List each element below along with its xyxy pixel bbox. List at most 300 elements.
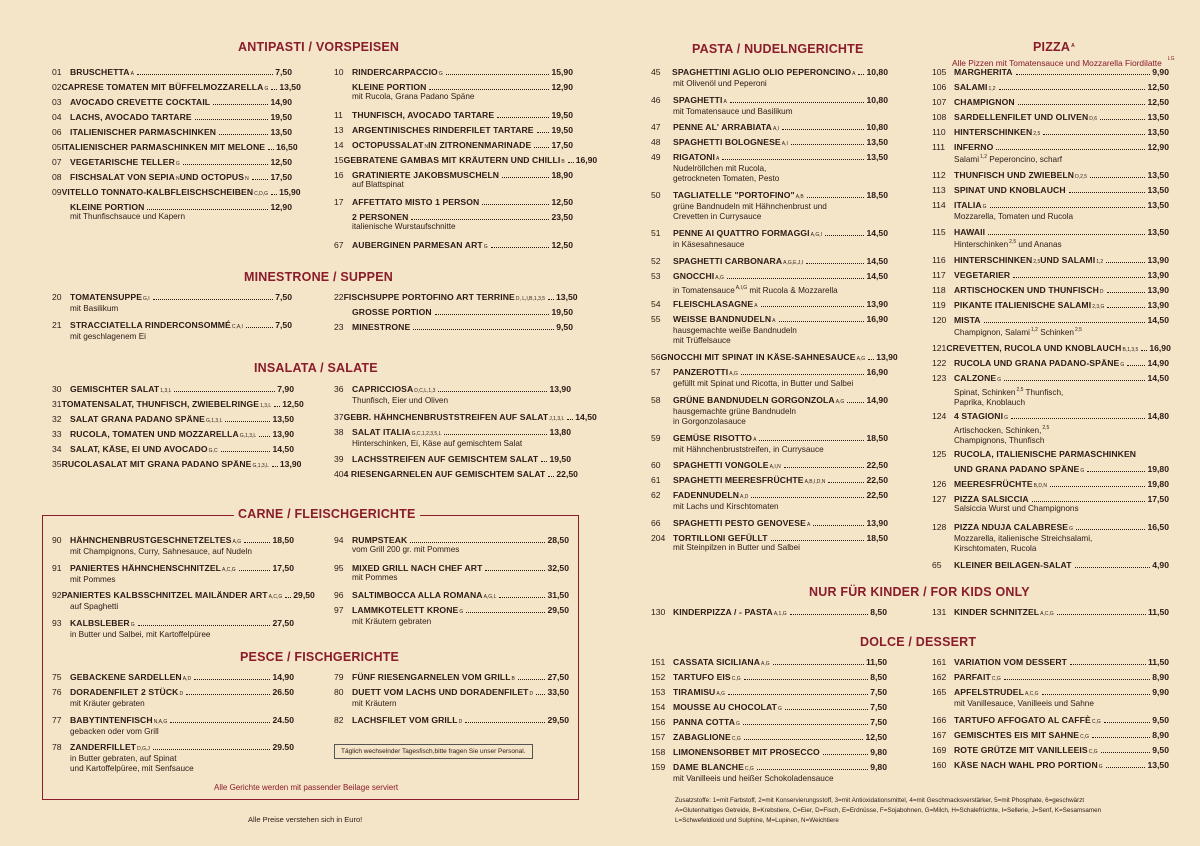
item-number: 120 (932, 315, 947, 326)
item-description-text: italienische Wurstaufschnitte (352, 222, 456, 232)
item-name: VEGETARIER (954, 270, 1011, 281)
item-name: BRUSCHETTA (70, 67, 130, 77)
leader-dots (186, 694, 270, 695)
item-price: 11,50 (1147, 657, 1169, 667)
item-price: 7,50 (870, 717, 887, 727)
menu-item (334, 590, 569, 602)
allergen-codes: A,I (781, 141, 788, 148)
leader-dots (858, 74, 864, 75)
menu-item (52, 590, 315, 612)
allergen-codes: G (459, 609, 464, 616)
item-description-text: in Tomatensauce (673, 286, 735, 296)
item-name: DAME BLANCHE (673, 762, 744, 772)
allergen-codes: B (511, 676, 515, 682)
item-name: TOMATENSUPPE (70, 292, 143, 302)
item-description-text: Mozzarella, italienische Streichsalami, (954, 533, 1093, 543)
item-name: GRÜNE BANDNUDELN GORGONZOLA (673, 394, 835, 405)
item-name: SALAT GRANA PADANO SPÄNE (70, 414, 205, 424)
allergen-codes: D (529, 691, 534, 697)
menu-item (52, 292, 292, 314)
item-name: GNOCCHI MIT SPINAT IN KÄSE-SAHNESAUCE (660, 351, 856, 362)
menu-item (52, 157, 292, 169)
item-number: 10 (334, 67, 344, 77)
item-number: 37 (334, 411, 344, 422)
menu-item-row (651, 67, 888, 79)
menu-item (52, 202, 292, 222)
item-number: 48 (651, 137, 661, 148)
item-price: 13,50 (1147, 759, 1169, 770)
leader-dots (1057, 614, 1146, 615)
allergen-codes: 1,2 (988, 86, 996, 92)
item-number: 34 (52, 444, 62, 454)
item-number: 95 (334, 562, 344, 573)
menu-item (932, 687, 1169, 709)
item-number: 01 (52, 67, 62, 77)
menu-item (651, 533, 888, 553)
menu-item-row (932, 112, 1169, 124)
item-number: 61 (651, 475, 661, 486)
menu-item (52, 384, 294, 396)
item-description (651, 240, 888, 250)
menu-item-row (334, 212, 573, 222)
menu-item (334, 605, 569, 627)
leader-dots (174, 391, 275, 392)
menu-item (932, 672, 1169, 684)
item-price: 11,50 (865, 657, 887, 667)
item-price: 12,90 (1147, 142, 1169, 152)
menu-item-row (651, 702, 887, 714)
menu-item-row (651, 190, 888, 202)
item-number: 57 (651, 366, 661, 377)
item-price: 13,50 (279, 82, 301, 92)
menu-item (651, 475, 888, 487)
leader-dots (999, 89, 1146, 90)
allergen-codes: D (458, 718, 463, 725)
menu-item (334, 240, 573, 252)
allergen-codes: G,1,3,L (252, 463, 269, 469)
allergen-codes: C,G (731, 736, 741, 742)
allergen-codes: 1,3,L (260, 403, 272, 409)
item-number: 82 (334, 714, 344, 725)
menu-item (52, 618, 294, 640)
menu-item-row (932, 200, 1169, 212)
item-description (932, 152, 1169, 165)
item-name: TARTUFO AFFOGATO AL CAFFÈ (954, 714, 1091, 725)
item-name: MIXED GRILL NACH CHEF ART (352, 562, 483, 573)
menu-item-row (52, 82, 301, 94)
item-description-text: auf Blattspinat (352, 179, 404, 189)
item-price: 13,90 (1147, 300, 1169, 311)
item-description (651, 79, 888, 89)
heading-insalata: INSALATA / SALATE (254, 361, 378, 375)
item-description (932, 212, 1169, 222)
item-price: 12,50 (865, 732, 887, 742)
leader-dots (536, 694, 545, 695)
leader-dots (153, 749, 271, 750)
item-price: 23,50 (551, 212, 573, 223)
menu-item-row (334, 154, 598, 167)
item-price: 17,50 (270, 172, 292, 182)
leader-dots (1018, 104, 1146, 105)
item-number: 121 (932, 342, 947, 353)
leader-dots (1011, 418, 1146, 419)
item-number: 16 (334, 169, 344, 180)
allergen-codes: 1,2 (1096, 259, 1104, 266)
leader-dots (548, 476, 554, 477)
item-description (651, 107, 888, 117)
item-price: 11,50 (1147, 607, 1169, 617)
item-name: KINDER SCHNITZEL (954, 607, 1040, 617)
item-name: LIMONENSORBET MIT PROSECCO (673, 747, 820, 757)
menu-item (52, 459, 302, 471)
leader-dots (183, 164, 269, 165)
item-price: 12,90 (551, 82, 573, 92)
menu-item-row (932, 255, 1169, 267)
menu-item-row (334, 110, 573, 120)
item-number: 108 (932, 112, 947, 122)
item-number: 92 (52, 590, 62, 601)
item-name-cont: UND SALAMI (1040, 255, 1096, 266)
item-number: 123 (932, 372, 947, 383)
item-name-cont: IN ZITRONENMARINADE (428, 139, 532, 150)
item-description-text: Salsiccia Wurst und Champignons (954, 503, 1079, 513)
item-price: 13,50 (1147, 227, 1169, 238)
item-price: 9,90 (1152, 67, 1169, 77)
allergen-codes: 2,5 (1009, 239, 1017, 246)
item-price: 13,50 (556, 292, 578, 302)
item-name: LACHS, AVOCADO TARTARE (70, 112, 192, 122)
menu-item-row (932, 760, 1169, 772)
leader-dots (259, 436, 270, 437)
menu-item (52, 172, 292, 184)
item-name: GEBR. HÄHNCHENBRUSTSTREIFEN AUF SALAT (343, 411, 549, 422)
leader-dots (548, 299, 554, 300)
item-price: 29,50 (293, 590, 315, 601)
menu-item-row (651, 533, 888, 543)
menu-item (932, 449, 1169, 459)
item-name: GRATINIERTE JAKOBSMUSCHELN (352, 169, 500, 180)
item-description-text: mit Kräutern gebraten (352, 617, 432, 627)
menu-item-row (334, 197, 573, 207)
allergen-codes: A,C,G (1040, 611, 1054, 617)
item-name: PARFAIT (954, 672, 991, 682)
allergen-codes: 1,3,L (160, 388, 172, 394)
item-number: 156 (651, 717, 666, 727)
menu-item-row (334, 125, 573, 135)
menu-item-row (52, 444, 294, 456)
allergen-codes: A (723, 98, 727, 105)
item-price: 33,50 (547, 687, 569, 697)
leader-dots (825, 235, 864, 236)
menu-item-row (932, 560, 1169, 570)
menu-item-row (651, 95, 888, 107)
allergen-codes: A,G (716, 691, 725, 697)
leader-dots (1106, 767, 1146, 768)
item-name: MINESTRONE (352, 322, 411, 332)
leader-dots (988, 234, 1145, 235)
menu-item (932, 300, 1169, 312)
leader-dots (1004, 380, 1145, 381)
item-price: 17,50 (1147, 493, 1169, 504)
menu-item (334, 67, 573, 79)
item-name: RUMPSTEAK (352, 535, 408, 545)
item-name: SPAGHETTI MEERESFRÜCHTE (673, 475, 804, 486)
item-description-text: in Käsesahnesauce (673, 240, 745, 250)
leader-dots (221, 451, 271, 452)
leader-dots (499, 597, 545, 598)
allergen-codes: N (424, 143, 429, 150)
item-number: 31 (52, 399, 62, 409)
menu-item-row (334, 605, 569, 617)
item-number: 38 (334, 426, 344, 437)
allergen-codes: A,D (182, 676, 192, 682)
item-number: 117 (932, 270, 946, 281)
allergen-codes: A (130, 71, 134, 77)
menu-item (932, 82, 1169, 94)
item-description-line2: und Kartoffelpüree, mit Senfsauce (70, 764, 194, 774)
leader-dots (813, 525, 864, 526)
item-description-text: mit Hähnchenbruststreifen, in Currysauce (673, 444, 824, 454)
item-description-text: Spinat, Schinken (954, 387, 1016, 397)
item-number: 46 (651, 94, 661, 105)
menu-item (932, 343, 1169, 355)
item-price: 14,50 (1147, 315, 1169, 326)
allergen-codes: J,1,3,L (549, 415, 565, 422)
item-number: 75 (52, 672, 62, 682)
leader-dots (137, 74, 273, 75)
item-name: ROTE GRÜTZE MIT VANILLEEIS (954, 744, 1088, 755)
item-description (651, 543, 888, 553)
menu-item (651, 747, 887, 757)
item-price: 14,50 (866, 228, 888, 239)
menu-item-row (52, 97, 292, 107)
allergen-codes: 2,3,G (1092, 304, 1105, 311)
menu-item (52, 535, 294, 557)
item-description-text: mit Champignons, Curry, Sahnesauce, auf Nudeln (70, 547, 252, 556)
item-name: FADENNUDELN (673, 490, 740, 501)
allergen-codes: A (716, 156, 720, 163)
item-name: MISTA (954, 315, 981, 326)
item-price: 13,50 (1147, 184, 1169, 195)
allergen-codes: C,G (1088, 748, 1098, 755)
item-description-text: Nudelröllchen mit Rucola, (673, 164, 767, 174)
leader-dots (1069, 192, 1146, 193)
item-name: KLEINE PORTION (70, 202, 145, 212)
zusatz-line-3: L=Schwefeldioxid und Sulphine, M=Lupinen, N=Weichtiere (675, 817, 839, 824)
menu-item-row (651, 607, 887, 619)
item-name: LACHSFILET VOM GRILL (352, 714, 458, 725)
menu-item-row (651, 271, 888, 283)
item-number: 112 (932, 169, 946, 180)
item-price: 26.50 (272, 687, 294, 697)
menu-item-row (52, 292, 292, 304)
item-number: 17 (334, 197, 344, 208)
menu-item (52, 142, 298, 152)
item-description-text: mit Kräutern (352, 699, 397, 708)
menu-item (932, 315, 1169, 338)
item-price: 19,50 (551, 307, 573, 317)
item-name: CAPRESE TOMATEN MIT BÜFFELMOZZARELLA (61, 82, 264, 92)
menu-item (52, 112, 292, 122)
allergen-codes: G (483, 244, 488, 251)
menu-item-row (52, 715, 294, 727)
menu-item (334, 535, 569, 555)
item-name: KLEINER BEILAGEN-SALAT (954, 559, 1072, 570)
item-name: TOMATENSALAT, THUNFISCH, ZWIEBELRINGE (61, 399, 260, 409)
item-number: 90 (52, 535, 62, 545)
leader-dots (410, 542, 545, 543)
menu-item-row (651, 137, 888, 149)
item-price: 28,50 (547, 535, 569, 545)
item-name: PENNE AI QUATTRO FORMAGGI (673, 228, 810, 239)
menu-item (651, 95, 888, 117)
item-price: 15,90 (279, 187, 301, 197)
item-description-text: Hinterschinken (954, 240, 1009, 250)
item-name: VEGETARISCHE TELLER (70, 157, 175, 167)
item-description (651, 445, 888, 455)
item-price: 13,50 (1147, 199, 1169, 210)
allergen-codes: G (1080, 467, 1085, 474)
menu-item-row (651, 367, 888, 379)
item-price: 17,50 (272, 562, 294, 573)
menu-item-row (932, 315, 1169, 325)
item-name: FISCHSUPPE PORTOFINO ART TERRINE (343, 292, 515, 302)
item-number: 162 (932, 672, 947, 682)
item-number: 115 (932, 227, 946, 238)
item-description-text: hausgemachte weiße Bandnudeln (673, 325, 797, 335)
item-name: STRACCIATELLA RINDERCONSOMMÉ (70, 319, 231, 330)
item-price: 13,50 (866, 137, 888, 148)
item-description (52, 547, 294, 557)
menu-item-row (52, 687, 294, 699)
item-price: 13,90 (866, 298, 888, 309)
leader-dots (1070, 664, 1146, 665)
menu-item-row (651, 152, 888, 164)
leader-dots (1106, 262, 1145, 263)
item-number: 126 (932, 478, 947, 489)
menu-item-row (651, 395, 888, 407)
item-number: 39 (334, 454, 344, 465)
leader-dots (491, 247, 550, 248)
item-name: ARTISCHOCKEN UND THUNFISCH (954, 285, 1099, 296)
item-name: GROSSE PORTION (352, 307, 432, 317)
item-name: ZANDERFILLET (70, 742, 137, 753)
item-name: SPAGHETTI BOLOGNESE (673, 137, 781, 148)
heading-kinder: NUR FÜR KINDER / FOR KIDS ONLY (809, 585, 1030, 599)
leader-dots (1016, 74, 1151, 75)
allergen-codes: D, L,I,B,1,3,5 (515, 296, 546, 302)
item-price: 12,50 (551, 240, 573, 251)
item-number: 11 (334, 109, 343, 120)
menu-item-row (52, 384, 294, 396)
leader-dots (779, 321, 865, 322)
leader-dots (1104, 722, 1151, 723)
leader-dots (252, 179, 269, 180)
item-number: 130 (651, 607, 666, 617)
menu-item-row (334, 292, 578, 304)
item-number: 45 (651, 67, 661, 77)
item-price: 14,50 (272, 444, 294, 454)
menu-item (334, 322, 573, 332)
menu-item-row (52, 414, 294, 426)
menu-item (651, 367, 888, 389)
menu-item-row (52, 618, 294, 630)
menu-item-row (651, 228, 888, 240)
item-name: SPINAT UND KNOBLAUCH (954, 184, 1066, 195)
menu-item-row (651, 314, 888, 326)
item-description-text: mit Lachs und Kirschtomaten (673, 502, 779, 512)
allergen-codes: C,G (1091, 718, 1101, 725)
item-name: MEERESFRÜCHTE (954, 478, 1033, 489)
menu-item-row (651, 122, 888, 134)
item-description-line2: in Gorgonzolasauce (673, 416, 746, 426)
allergen-codes: B,1,3,5 (1122, 346, 1139, 353)
leader-dots (751, 497, 864, 498)
item-description (651, 202, 888, 212)
item-description-tail: mit Rucola & Mozzarella (747, 286, 838, 296)
item-name: HINTERSCHINKEN (954, 255, 1033, 266)
item-number: 127 (932, 493, 947, 504)
leader-dots (990, 207, 1146, 208)
item-description (932, 237, 1169, 250)
item-price: 9,50 (1152, 744, 1169, 755)
item-description (651, 379, 888, 389)
item-description-text: mit Olivenöl und Peperoni (673, 79, 767, 88)
allergen-codes: B,D,N (1033, 482, 1047, 489)
item-number: 02 (52, 82, 62, 92)
menu-item (334, 197, 573, 207)
item-name: TIRAMISU (673, 687, 716, 697)
menu-item (932, 522, 1169, 554)
item-name: GEMISCHTES EIS MIT SAHNE (954, 729, 1080, 740)
leader-dots (466, 612, 545, 613)
item-price: 13,90 (1147, 255, 1169, 266)
item-number: 50 (651, 190, 661, 201)
item-price: 12,90 (270, 202, 292, 212)
item-price: 16,90 (866, 366, 888, 377)
item-description-text: mit Rucola, Grana Padano Späne (352, 92, 475, 101)
item-number: 05 (52, 142, 62, 152)
item-number: 54 (651, 298, 661, 309)
leader-dots (537, 132, 550, 133)
menu-item-row (52, 157, 292, 169)
menu-item (52, 687, 294, 709)
item-name: WEISSE BANDNUDELN (673, 313, 772, 324)
zusatz-line-2: A=Glutenhaltiges Getreide, B=Krebstiere, C=Eier, D=Fisch, E=Erdnüsse, F=Sojabohnen, G=Milch, H=Schalefrüchte, I=Sellerie, J=Senf, K=Sesamsamen (675, 807, 1102, 814)
item-name: PANIERTES HÄHNCHENSCHNITZEL (70, 562, 222, 573)
item-name: THUNFISCH, AVOCADO TARTARE (352, 109, 495, 120)
item-price: 29,50 (547, 605, 569, 616)
item-number: 105 (932, 67, 947, 77)
allergen-codes: G,C (208, 448, 218, 454)
allergen-codes: G,1,3,L (205, 418, 223, 424)
item-name: AUBERGINEN PARMESAN ART (352, 240, 483, 251)
item-name: SALAT, KÄSE, EI UND AVOCADO (70, 444, 208, 454)
item-number: 165 (932, 687, 947, 697)
allergen-codes: G (777, 706, 782, 712)
menu-item-row (52, 459, 302, 471)
leader-dots (213, 104, 268, 105)
allergen-codes: A,B,I,D,N (804, 479, 826, 486)
menu-item (651, 228, 888, 250)
item-price: 14,50 (866, 271, 888, 282)
allergen-codes: A,G (835, 398, 845, 405)
menu-item-row (334, 170, 573, 180)
allergen-codes: A,G (856, 355, 866, 362)
item-price: 19,50 (549, 454, 571, 465)
item-name: SALAMI (954, 82, 988, 92)
heading-pasta: PASTA / NUDELNGERICHTE (692, 42, 864, 56)
